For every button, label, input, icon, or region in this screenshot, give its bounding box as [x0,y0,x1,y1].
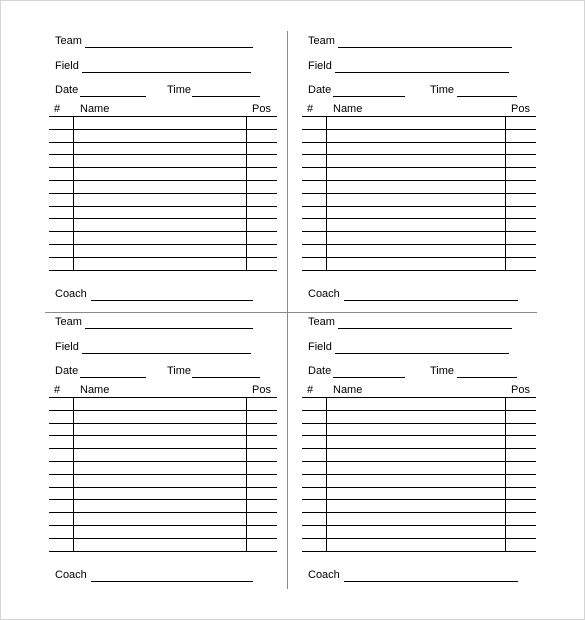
roster-row-line [302,142,536,143]
date-blank[interactable] [80,96,146,97]
team-blank[interactable] [338,328,512,329]
roster-row-line [302,474,536,475]
date-blank[interactable] [80,377,146,378]
date-blank[interactable] [333,96,405,97]
coach-label: Coach [55,569,87,581]
time-label: Time [167,84,192,96]
roster-row-line [302,525,536,526]
number-column-line [326,116,327,270]
roster-row-line [302,461,536,462]
time-label: Time [430,365,455,377]
team-blank[interactable] [85,328,253,329]
roster-row-line [302,448,536,449]
roster-row-line [302,538,536,539]
coach-label: Coach [308,288,340,300]
number-column-line [326,397,327,551]
roster-row-line [49,218,277,219]
coach-blank[interactable] [344,300,518,301]
field-label: Field [308,60,332,72]
roster-row-line [302,231,536,232]
roster-row-line [302,512,536,513]
lineup-card-top-right [302,35,542,315]
roster-row-line [49,154,277,155]
position-header: Pos [511,384,530,396]
roster-row-line [302,423,536,424]
roster-row-line [302,206,536,207]
number-header: # [54,103,61,115]
roster-row-line [302,129,536,130]
field-label: Field [55,341,79,353]
date-label: Date [308,84,332,96]
lineup-card-top-left [49,35,289,315]
roster-row-line [49,551,277,552]
roster-row-line [49,538,277,539]
number-header: # [307,103,314,115]
time-label: Time [167,365,192,377]
roster-row-line [302,154,536,155]
roster-row-line [49,116,277,117]
team-label: Team [55,35,82,47]
team-label: Team [308,316,335,328]
roster-row-line [49,180,277,181]
roster-row-line [302,257,536,258]
time-blank[interactable] [457,96,517,97]
roster-row-line [49,525,277,526]
time-blank[interactable] [457,377,517,378]
roster-row-line [49,231,277,232]
roster-row-line [302,410,536,411]
position-column-line [505,116,506,270]
roster-row-line [302,116,536,117]
team-blank[interactable] [338,47,512,48]
roster-row-line [49,499,277,500]
roster-row-line [302,180,536,181]
field-label: Field [55,60,79,72]
date-label: Date [55,365,79,377]
roster-row-line [49,397,277,398]
number-header: # [307,384,314,396]
roster-row-line [49,487,277,488]
field-blank[interactable] [335,72,509,73]
roster-row-line [49,461,277,462]
roster-row-line [302,244,536,245]
roster-row-line [49,448,277,449]
field-blank[interactable] [82,72,251,73]
roster-row-line [49,423,277,424]
roster-grid[interactable] [302,116,536,270]
team-label: Team [55,316,82,328]
roster-row-line [49,474,277,475]
roster-row-line [49,410,277,411]
roster-row-line [302,270,536,271]
lineup-card-bottom-right [302,316,542,596]
date-blank[interactable] [333,377,405,378]
time-label: Time [430,84,455,96]
field-label: Field [308,341,332,353]
roster-row-line [302,397,536,398]
coach-blank[interactable] [91,581,253,582]
time-blank[interactable] [192,377,260,378]
name-header: Name [80,384,110,396]
position-header: Pos [252,384,271,396]
roster-row-line [49,270,277,271]
roster-row-line [49,244,277,245]
roster-row-line [302,167,536,168]
name-header: Name [333,384,363,396]
coach-blank[interactable] [344,581,518,582]
coach-label: Coach [308,569,340,581]
roster-row-line [49,193,277,194]
position-column-line [505,397,506,551]
number-header: # [54,384,61,396]
lineup-card-bottom-left [49,316,289,596]
roster-row-line [49,435,277,436]
name-header: Name [333,103,363,115]
field-blank[interactable] [82,353,251,354]
roster-grid[interactable] [49,116,277,270]
coach-label: Coach [55,288,87,300]
roster-row-line [49,129,277,130]
roster-row-line [302,551,536,552]
position-column-line [246,116,247,270]
position-header: Pos [511,103,530,115]
time-blank[interactable] [192,96,260,97]
roster-row-line [302,218,536,219]
roster-row-line [302,435,536,436]
name-header: Name [80,103,110,115]
roster-row-line [49,512,277,513]
field-blank[interactable] [335,353,509,354]
roster-grid[interactable] [49,397,277,551]
number-column-line [73,116,74,270]
roster-row-line [49,167,277,168]
roster-grid[interactable] [302,397,536,551]
date-label: Date [55,84,79,96]
number-column-line [73,397,74,551]
roster-row-line [49,257,277,258]
roster-row-line [302,499,536,500]
coach-blank[interactable] [91,300,253,301]
date-label: Date [308,365,332,377]
roster-row-line [302,487,536,488]
roster-row-line [302,193,536,194]
position-column-line [246,397,247,551]
position-header: Pos [252,103,271,115]
team-label: Team [308,35,335,47]
team-blank[interactable] [85,47,253,48]
roster-row-line [49,206,277,207]
roster-row-line [49,142,277,143]
